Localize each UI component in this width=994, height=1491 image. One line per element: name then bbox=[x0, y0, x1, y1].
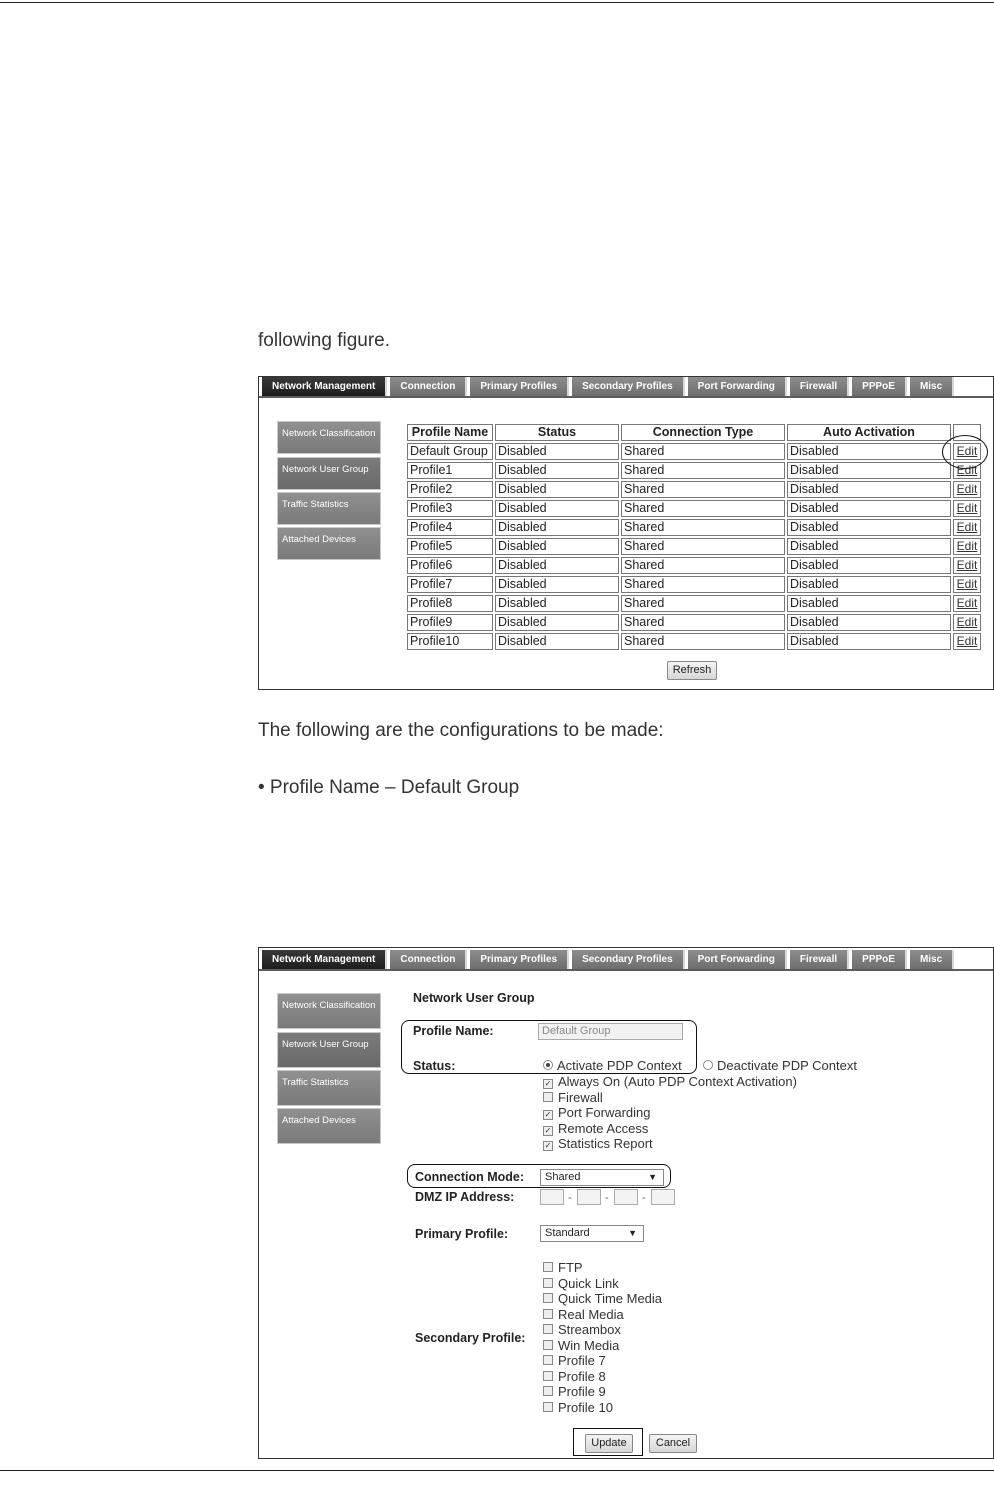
sidebar-item-network-user-group[interactable]: Network User Group bbox=[277, 1032, 381, 1068]
table-header-row bbox=[407, 424, 981, 441]
checkbox-icon[interactable] bbox=[543, 1262, 553, 1272]
table-cell: Shared bbox=[621, 462, 785, 479]
tab-port-forwarding[interactable]: Port Forwarding bbox=[688, 950, 787, 969]
table-cell: Shared bbox=[621, 557, 785, 574]
table-cell: Disabled bbox=[495, 481, 619, 498]
tab-bar bbox=[259, 950, 993, 969]
table-cell: Profile9 bbox=[407, 614, 493, 631]
table-cell: Default Group bbox=[407, 443, 493, 460]
table-cell: Profile1 bbox=[407, 462, 493, 479]
secondary-profile-item[interactable]: Real Media bbox=[543, 1307, 624, 1322]
profile-list-screenshot bbox=[258, 376, 994, 690]
profile-name-label: Profile Name: bbox=[413, 1024, 494, 1038]
table-cell: Shared bbox=[621, 443, 785, 460]
status-checkbox-item[interactable]: ✓ Port Forwarding bbox=[544, 1105, 651, 1120]
primary-profile-select[interactable]: Standard ▼ bbox=[540, 1225, 644, 1242]
table-cell: Profile4 bbox=[407, 519, 493, 536]
dmz-ip-octet-3[interactable] bbox=[614, 1189, 638, 1205]
edit-button[interactable]: Edit bbox=[956, 596, 978, 610]
table-cell: Disabled bbox=[787, 633, 951, 650]
tab-firewall[interactable]: Firewall bbox=[790, 950, 849, 969]
tab-pppoe[interactable]: PPPoE bbox=[852, 377, 907, 396]
sidebar-item-network-classification[interactable]: Network Classification bbox=[277, 421, 381, 454]
tab-secondary-profiles[interactable]: Secondary Profiles bbox=[572, 377, 685, 396]
profile-table bbox=[405, 422, 983, 652]
table-row bbox=[407, 557, 981, 574]
secondary-profile-item[interactable]: Streambox bbox=[543, 1322, 621, 1337]
secondary-profile-item[interactable]: Profile 8 bbox=[543, 1369, 606, 1384]
table-cell: Disabled bbox=[495, 443, 619, 460]
bottom-rule bbox=[0, 1470, 994, 1471]
tab-secondary-profiles[interactable]: Secondary Profiles bbox=[572, 950, 685, 969]
sidebar-item-attached-devices[interactable]: Attached Devices bbox=[277, 527, 381, 560]
tab-pppoe[interactable]: PPPoE bbox=[852, 950, 907, 969]
sidebar-item-network-classification[interactable]: Network Classification bbox=[277, 993, 381, 1029]
secondary-profile-item[interactable]: Profile 9 bbox=[543, 1384, 606, 1399]
table-row bbox=[407, 538, 981, 555]
table-cell: Shared bbox=[621, 614, 785, 631]
top-rule bbox=[0, 2, 994, 3]
checkbox-icon[interactable] bbox=[543, 1309, 553, 1319]
edit-button[interactable]: Edit bbox=[956, 482, 978, 496]
table-row bbox=[407, 462, 981, 479]
table-cell bbox=[953, 538, 981, 555]
tab-misc[interactable]: Misc bbox=[910, 950, 954, 969]
secondary-profile-item[interactable]: Profile 10 bbox=[543, 1400, 613, 1415]
edit-button[interactable]: Edit bbox=[956, 634, 978, 648]
table-cell bbox=[953, 576, 981, 593]
table-cell: Profile7 bbox=[407, 576, 493, 593]
chevron-down-icon: ▼ bbox=[628, 1228, 637, 1238]
table-cell: Disabled bbox=[495, 595, 619, 612]
table-cell: Disabled bbox=[787, 576, 951, 593]
tab-primary-profiles[interactable]: Primary Profiles bbox=[470, 377, 569, 396]
table-cell: Disabled bbox=[495, 500, 619, 517]
network-user-group-form-screenshot: Network Management Connection Primary Profiles Secondary Profiles Port Forwarding Firewall PPPoE Misc Network Classification Network User Group Traffic Statistics Attached Devices Network User Group Profile Name: Default Group Status: Activate PDP Context Deactivate PDP Context ✓ Always On (Auto PDP Context Activation) Firewall ✓ Port Forwarding ✓ Remote Access ✓ Statistics Report Connection Mode: Shared ▼ DMZ IP Address: - - - Primary Profile: Standard ▼ Secondary Profile: FTP Quick Link Quick Time Media Real Media Streambox Win Media Profile 7 Profile 8 Profile 9 Profile 10 Update Cancel bbox=[258, 947, 994, 1459]
table-cell: Shared bbox=[621, 481, 785, 498]
table-cell: Disabled bbox=[787, 443, 951, 460]
profile-name-field[interactable]: Default Group bbox=[538, 1023, 683, 1040]
table-cell: Shared bbox=[621, 633, 785, 650]
connection-mode-select[interactable]: Shared ▼ bbox=[540, 1169, 664, 1186]
edit-button[interactable]: Edit bbox=[956, 520, 978, 534]
checkbox-icon[interactable] bbox=[543, 1355, 553, 1365]
table-cell: Disabled bbox=[787, 462, 951, 479]
dmz-ip-octet-2[interactable] bbox=[577, 1189, 601, 1205]
sidebar-item-network-user-group[interactable]: Network User Group bbox=[277, 457, 381, 490]
table-row bbox=[407, 481, 981, 498]
status-checkbox-item[interactable]: Firewall bbox=[543, 1090, 603, 1105]
tab-connection[interactable]: Connection bbox=[390, 950, 467, 969]
connection-mode-label: Connection Mode: bbox=[415, 1170, 525, 1184]
configs-text: The following are the configurations to be made: bbox=[258, 720, 664, 741]
status-checkbox-item[interactable]: ✓ Remote Access bbox=[544, 1120, 649, 1136]
refresh-button[interactable]: Refresh bbox=[667, 661, 717, 680]
deactivate-pdp-option[interactable]: Deactivate PDP Context bbox=[703, 1058, 857, 1073]
table-cell: Profile8 bbox=[407, 595, 493, 612]
edit-button[interactable]: Edit bbox=[956, 501, 978, 515]
status-label: Status: bbox=[413, 1059, 456, 1073]
intro-text: following figure. bbox=[258, 330, 391, 351]
activate-pdp-option[interactable]: Activate PDP Context bbox=[543, 1058, 682, 1073]
table-row bbox=[407, 500, 981, 517]
dmz-ip-octet-1[interactable] bbox=[540, 1189, 564, 1205]
table-cell bbox=[953, 557, 981, 574]
checkbox-icon[interactable] bbox=[543, 1324, 553, 1334]
checkbox-checked-icon[interactable]: ✓ bbox=[544, 1125, 552, 1135]
table-cell: Disabled bbox=[495, 538, 619, 555]
primary-profile-label: Primary Profile: bbox=[415, 1227, 509, 1241]
dmz-ip-octet-4[interactable] bbox=[651, 1189, 675, 1205]
tab-port-forwarding[interactable]: Port Forwarding bbox=[688, 377, 787, 396]
table-cell: Disabled bbox=[787, 538, 951, 555]
dmz-ip-label: DMZ IP Address: bbox=[415, 1190, 515, 1204]
table-cell bbox=[953, 633, 981, 650]
secondary-profile-item[interactable]: Quick Link bbox=[543, 1276, 619, 1291]
table-cell bbox=[953, 481, 981, 498]
checkbox-icon[interactable] bbox=[543, 1092, 553, 1102]
tab-network-management[interactable]: Network Management bbox=[262, 377, 387, 396]
sidebar-item-traffic-statistics[interactable]: Traffic Statistics bbox=[277, 492, 381, 525]
edit-button[interactable]: Edit bbox=[956, 615, 978, 629]
table-row bbox=[407, 633, 981, 650]
status-checkbox-item[interactable]: ✓ Statistics Report bbox=[544, 1136, 653, 1151]
table-cell: Shared bbox=[621, 538, 785, 555]
edit-button[interactable]: Edit bbox=[956, 444, 978, 458]
table-cell bbox=[953, 595, 981, 612]
table-row bbox=[407, 576, 981, 593]
checkbox-checked-icon[interactable]: ✓ bbox=[544, 1110, 552, 1119]
secondary-profile-item[interactable]: Quick Time Media bbox=[543, 1291, 662, 1306]
checkbox-icon[interactable] bbox=[543, 1386, 553, 1396]
bullet-profile-name: • Profile Name – Default Group bbox=[258, 777, 520, 798]
status-checkbox-item[interactable]: ✓ Always On (Auto PDP Context Activation) bbox=[544, 1074, 797, 1089]
radio-activate[interactable] bbox=[543, 1060, 553, 1070]
edit-button[interactable]: Edit bbox=[956, 558, 978, 572]
col-auto-activation: Auto Activation bbox=[787, 424, 951, 441]
tab-bar bbox=[259, 377, 993, 396]
table-cell: Disabled bbox=[495, 633, 619, 650]
update-button[interactable]: Update bbox=[585, 1434, 633, 1453]
form-heading: Network User Group bbox=[413, 991, 535, 1005]
table-cell bbox=[953, 500, 981, 517]
table-row bbox=[407, 595, 981, 612]
checkbox-icon[interactable] bbox=[543, 1371, 553, 1381]
checkbox-icon[interactable] bbox=[543, 1293, 553, 1303]
tab-misc[interactable]: Misc bbox=[910, 377, 954, 396]
checkbox-icon[interactable] bbox=[543, 1340, 553, 1350]
table-cell: Disabled bbox=[787, 500, 951, 517]
secondary-profile-item[interactable]: FTP bbox=[543, 1260, 583, 1275]
table-cell: Disabled bbox=[787, 519, 951, 536]
radio-deactivate[interactable] bbox=[703, 1060, 713, 1070]
table-cell: Profile6 bbox=[407, 557, 493, 574]
table-cell bbox=[953, 519, 981, 536]
table-cell: Profile5 bbox=[407, 538, 493, 555]
table-cell: Disabled bbox=[495, 519, 619, 536]
col-connection-type: Connection Type bbox=[621, 424, 785, 441]
sidebar-item-traffic-statistics[interactable]: Traffic Statistics bbox=[277, 1070, 381, 1106]
table-cell: Disabled bbox=[787, 614, 951, 631]
cancel-button[interactable]: Cancel bbox=[649, 1434, 697, 1453]
table-cell bbox=[953, 614, 981, 631]
table-cell: Disabled bbox=[495, 462, 619, 479]
tab-primary-profiles[interactable]: Primary Profiles bbox=[470, 950, 569, 969]
col-profile-name: Profile Name bbox=[407, 424, 493, 441]
table-cell: Shared bbox=[621, 519, 785, 536]
table-cell: Disabled bbox=[495, 557, 619, 574]
edit-button[interactable]: Edit bbox=[956, 577, 978, 591]
checkbox-checked-icon[interactable]: ✓ bbox=[544, 1079, 552, 1088]
table-cell: Disabled bbox=[495, 614, 619, 631]
checkbox-icon[interactable] bbox=[543, 1402, 553, 1412]
table-cell: Shared bbox=[621, 500, 785, 517]
edit-highlight-circle bbox=[942, 435, 988, 469]
secondary-profile-item[interactable]: Profile 7 bbox=[543, 1353, 606, 1368]
table-cell: Profile3 bbox=[407, 500, 493, 517]
checkbox-icon[interactable] bbox=[543, 1278, 553, 1288]
checkbox-checked-icon[interactable]: ✓ bbox=[544, 1141, 552, 1150]
table-cell: Shared bbox=[621, 576, 785, 593]
table-cell: Shared bbox=[621, 595, 785, 612]
table-cell: Profile10 bbox=[407, 633, 493, 650]
secondary-profile-label: Secondary Profile: bbox=[415, 1331, 526, 1345]
table-row bbox=[407, 614, 981, 631]
sidebar-item-attached-devices[interactable]: Attached Devices bbox=[277, 1108, 381, 1144]
table-row bbox=[407, 519, 981, 536]
table-cell: Disabled bbox=[495, 576, 619, 593]
edit-button[interactable]: Edit bbox=[956, 539, 978, 553]
col-status: Status bbox=[495, 424, 619, 441]
table-cell: Disabled bbox=[787, 481, 951, 498]
chevron-down-icon: ▼ bbox=[648, 1172, 657, 1182]
table-cell: Disabled bbox=[787, 595, 951, 612]
secondary-profile-item[interactable]: Win Media bbox=[543, 1338, 619, 1353]
table-cell: Disabled bbox=[787, 557, 951, 574]
tab-connection[interactable]: Connection bbox=[390, 377, 467, 396]
table-cell: Profile2 bbox=[407, 481, 493, 498]
edit-button[interactable]: Edit bbox=[956, 463, 978, 477]
tab-firewall[interactable]: Firewall bbox=[790, 377, 849, 396]
tab-network-management[interactable]: Network Management bbox=[262, 950, 387, 969]
table-row bbox=[407, 443, 981, 460]
